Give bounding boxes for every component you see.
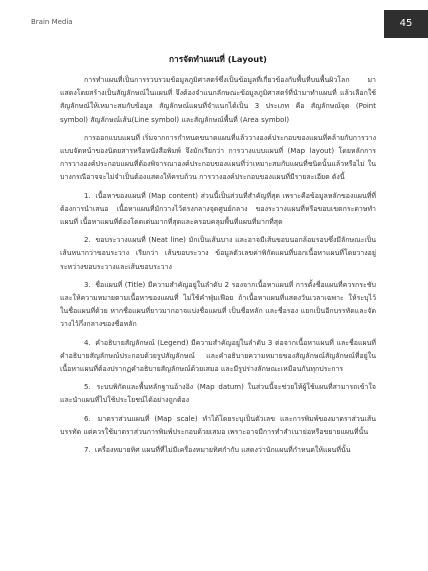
article-title: การจัดทำแผนที่ (Layout) [169,54,267,64]
list-item-number: 2. [84,236,91,245]
list-item-text: เนื้อหาของแผนที่ (Map content) ส่วนนี้เป็นส่วนที่สำคัญที่สุด เพราะคือข้อมูลหลักของแผนที่ที่ต้องการนำเสนอ เนื้อหาแผนที่มักวางไว้ตรงกลางจุดศูนย์กลาง ของระวางแผนที่หรือขอบเขตกระดาษทำแผนที่ เนื้อหาแผนที่ต้องโดดเด่นมากที่สุดและครอบคลุมพื้นที่แผนที่มากที่สุด [60,191,376,227]
list-item-number: 1. [84,191,91,200]
list-item-text: คำอธิบายสัญลักษณ์ (Legend) มีความสำคัญอยู่ในลำดับ 3 ต่อจากเนื้อหาแผนที่ และชื่อแผนที่คำอธิบายสัญลักษณ์ประกอบด้วยรูปสัญลักษณ์ และคำอธิบายความหมายของสัญลักษณ์สัญลักษณ์ที่อยู่ในเนื้อหาแผนที่ต้องปรากฏคำอธิบายสัญลักษณ์ด้วยเสมอ และมีรูปร่างลักษณะเหมือนกันทุกประการ [60,338,376,374]
list-item-legend [60,337,376,377]
list-item-number: 4. [84,338,91,347]
list-item-number: 6. [84,414,91,423]
list-item-title [60,279,376,332]
article-body [60,46,376,462]
list-item-text: ชื่อแผนที่ (Title) มีความสำคัญอยู่ในลำดับ 2 รองจากเนื้อหาแผนที่ การตั้งชื่อแผนที่ควรกระชับและให้ความหมายตามเนื้อหาของแผนที่ ไม่ใช้คำฟุ่มเฟือย ถ้าเนื้อหาแผนที่แสดงวันเวลาเฉพาะ ให้ระบุไว้ในชื่อแผนที่ด้วย หากชื่อแผนที่ยาวมากอาจแบ่งชื่อแผนที่ เป็นชื่อหลัก และชื่อรอง แยกเป็นอีกบรรทัดและจัดวางไว้กึ่งกลางของชื่อหลัก [60,280,376,329]
list-item-text: เครื่องหมายทิศ แผนที่ที่ไม่มีเครื่องหมายทิศกำกับ แสดงว่านักแผนที่กำหนดให้แผนที่นั้น [94,446,351,455]
brand-name: Brain Media [31,18,73,26]
paragraph-intro: การทำแผนที่เป็นการรวบรวมข้อมูลภูมิศาสตร์ซึ่งเป็นข้อมูลที่เกี่ยวข้องกับพื้นที่บนพื้นผิวโลก มาแสดงโดยสร้างเป็นสัญลักษณ์ในแผนที่ จึงต้องจำแนกลักษณะข้อมูลภูมิศาสตร์ที่นำมาทำแผนที่ แล้วเลือกใช้สัญลักษณ์ให้เหมาะสมกับข้อมูล สัญลักษณ์แผนที่จำแนกได้เป็น 3 ประเภท คือ สัญลักษณ์จุด (Point symbol) สัญลักษณ์เส้น(Line symbol) และสัญลักษณ์พื้นที่ (Area symbol) [60,76,376,124]
list-item-north-arrow [60,444,376,457]
list-item-number: 3. [84,280,91,289]
list-item-number: 7. [84,446,91,455]
paragraph-layout-design: การออกแบบแผนที่ เริ่มจากการกำหนดขนาดแผนที่แล้ววางองค์ประกอบของแผนที่คล้ายกับการวางแบบจัดหน้าของนิตยสารหรือหนังสือพิมพ์ จึงมักเรียกว่า การวางแบบแผนที่ (Map layout) โดยหลักการการวางองค์ประกอบแผนที่ต้องพิจารณาองค์ประกอบของแผนที่ว่าเหมาะสมกับแผนที่ชนิดนั้นแล้วหรือไม่ ในบางกรณีอาจจะไม่จำเป็นต้องแสดงให้ครบถ้วน การวางองค์ประกอบของแผนที่มีรายละเอียด ดังนี้ [60,133,376,182]
list-item-text: ขอบระวางแผนที่ (Neat line) มักเป็นเส้นบาง และอาจมีเส้นขอบนอกล้อมรอบซึ่งมีลักษณะเป็นเส้นหนากว่าขอบระวาง เรียกว่า เส้นขอบระวาง ข้อมูลตัวเลขค่าพิกัดแผนที่บอกเนื้อหาแผนที่โดยวางอยู่ระหว่างขอบระวางและเส้นขอบระวาง [60,236,377,271]
list-item-map-scale [60,413,376,439]
list-item-map-content [60,190,376,230]
list-item-number: 5. [84,383,91,392]
page-number-badge: 45 [384,10,428,38]
list-item-text: มาตราส่วนแผนที่ (Map scale) ทำได้โดยระบุเป็นตัวเลข และการพิมพ์ของมาตราส่วนเส้นบรรทัด แต่ควรใช้มาตราส่วนการพิมพ์ประกอบด้วยเสมอ เพราะอาจมีการทำสำเนาย่อหรือขยายแผนที่นั้น [60,414,376,436]
list-item-text: ระบบพิกัดและพื้นหลักฐานอ้างอิง (Map datum) ในส่วนนี้จะช่วยให้ผู้ใช้แผนที่สามารถเข้าใจและนำแผนที่ไปใช้ประโยชน์ได้อย่างถูกต้อง [60,383,376,405]
page-header [0,0,428,46]
list-item-map-datum [60,381,376,407]
list-item-neat-line [60,234,376,274]
